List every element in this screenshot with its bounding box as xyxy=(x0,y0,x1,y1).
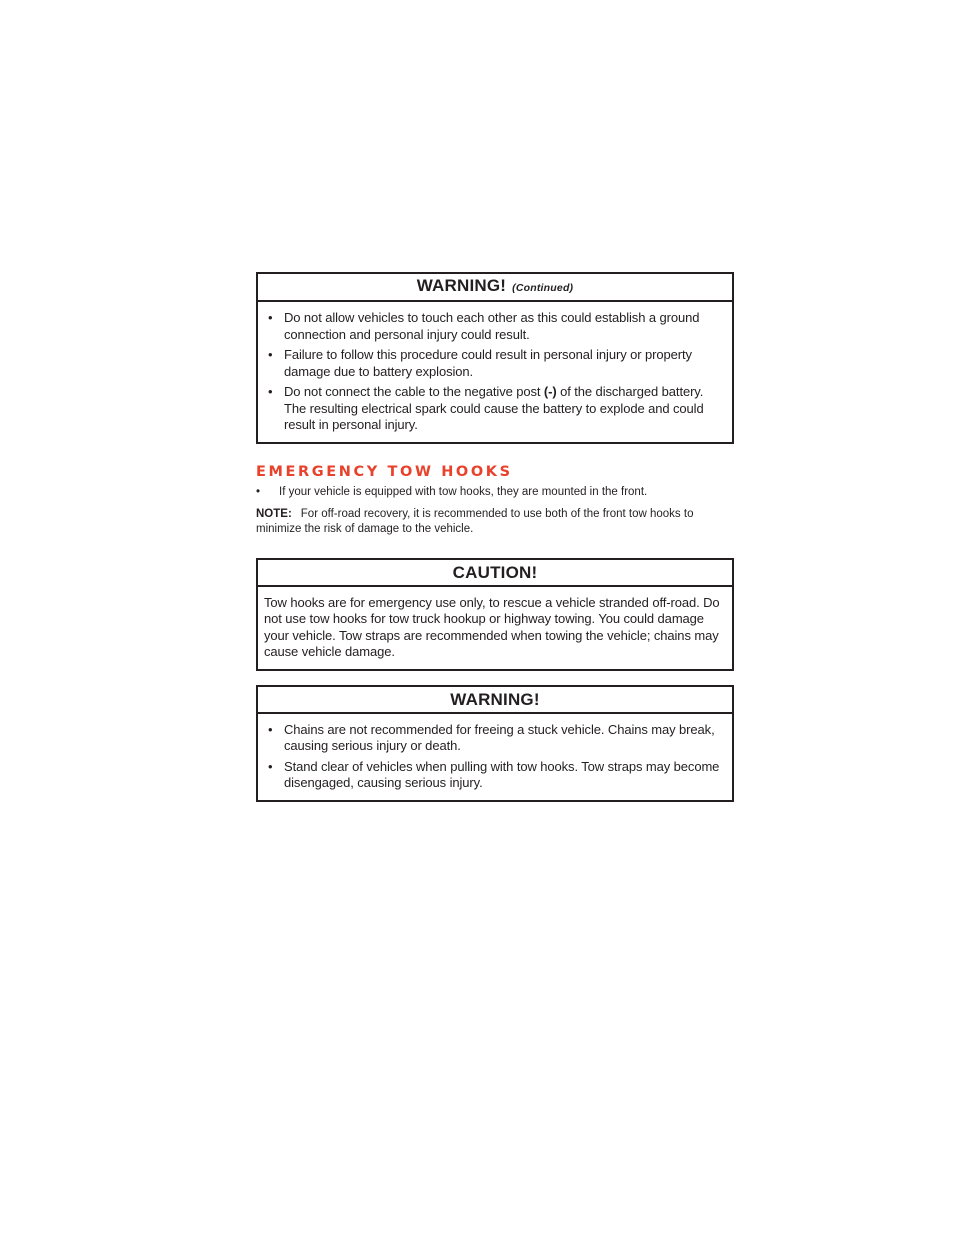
list-item xyxy=(266,722,724,755)
list-item-text: Chains are not recommended for freeing a stuck vehicle. Chains may break, causing serious injury or death. xyxy=(284,721,715,753)
list-item-text: Stand clear of vehicles when pulling with tow hooks. Tow straps may become disengaged, causing serious injury. xyxy=(284,758,720,790)
warning-box xyxy=(256,685,734,802)
warning-continued-box xyxy=(256,272,734,444)
section-heading: EMERGENCY TOW HOOKS xyxy=(256,463,513,480)
caution-title: CAUTION! xyxy=(258,560,732,587)
section-bullet-text: If your vehicle is equipped with tow hooks, they are mounted in the front. xyxy=(279,485,648,498)
warning-body xyxy=(258,714,732,800)
warning-continued-list xyxy=(266,310,724,434)
warning-continued-header xyxy=(258,274,732,302)
list-item-text: Do not allow vehicles to touch each other as this could establish a ground connection and personal injury could result. xyxy=(284,310,700,342)
note-label: NOTE: xyxy=(256,507,292,520)
section-bullet xyxy=(256,485,734,500)
continued-label: (Continued) xyxy=(512,282,574,294)
list-item xyxy=(266,347,724,380)
caution-text: Tow hooks are for emergency use only, to rescue a vehicle stranded off-road. Do not use tow hooks for tow truck hookup or highway towing. You could damage your vehicle. Tow straps are recommended when towing the vehicle; chains may cause vehicle damage. xyxy=(264,594,720,659)
list-item-text-pre: Do not connect the cable to the negative post xyxy=(284,384,544,399)
caution-box xyxy=(256,558,734,671)
bullet-dot: • xyxy=(256,485,261,498)
note-text: For off-road recovery, it is recommended to use both of the front tow hooks to minimize the risk of damage to the vehicle. xyxy=(256,507,694,535)
list-item-text: Failure to follow this procedure could result in personal injury or property damage due to battery explosion. xyxy=(284,347,692,379)
list-item xyxy=(266,384,724,434)
warning-continued-body xyxy=(258,302,732,442)
list-item xyxy=(266,310,724,343)
negative-post-symbol: (-) xyxy=(543,384,557,399)
list-item xyxy=(266,759,724,792)
manual-page xyxy=(256,272,734,802)
warning-title: WARNING! xyxy=(258,687,732,714)
note-paragraph xyxy=(256,507,734,538)
warning-list xyxy=(266,722,724,792)
warning-continued-title: WARNING! xyxy=(416,276,507,295)
list-item-text-post: of the discharged battery. The resulting electrical spark could cause the battery to explode and could result in personal injury. xyxy=(284,384,704,432)
